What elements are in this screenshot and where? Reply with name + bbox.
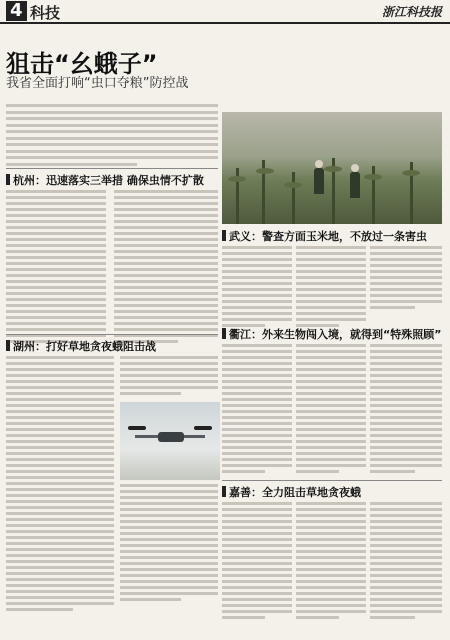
story-jiashan-body-2 (296, 502, 366, 622)
field-photo (222, 112, 442, 224)
section-title: 科技 (30, 4, 61, 22)
story-qujiang-body-3 (370, 344, 442, 476)
story-wuyi-body-2 (296, 246, 366, 330)
story-qujiang-body-2 (296, 344, 366, 476)
story-wuyi-heading: 武义：警查方面玉米地，不放过一条害虫 (222, 228, 427, 244)
lead-paragraph (6, 104, 218, 169)
story-qujiang-body (222, 344, 292, 476)
paper-name: 浙江科技报 (381, 5, 442, 19)
story-hangzhou-body-2 (114, 190, 218, 346)
masthead (0, 0, 450, 24)
story-hangzhou-body (6, 190, 106, 346)
story-jiashan-heading: 嘉善：全力阻击草地贪夜蛾 (222, 484, 361, 500)
story-huzhou-body (6, 356, 114, 614)
story-wuyi-body-3 (370, 246, 442, 312)
story-wuyi-body (222, 246, 292, 330)
story-huzhou-body-2 (120, 356, 218, 398)
drone-photo (120, 402, 220, 480)
page-number: 4 (6, 1, 27, 21)
story-huzhou-heading: 湖州：打好草地贪夜蛾阻击战 (6, 338, 156, 354)
story-jiashan-body-3 (370, 502, 442, 622)
story-qujiang-heading: 衢江：外来生物闯入境，就得到“特殊照顾” (222, 326, 441, 342)
main-headline: 狙击“幺蛾子” (6, 50, 158, 78)
story-hangzhou-heading: 杭州：迅速落实三举措 确保虫情不扩散 (6, 172, 204, 188)
story-huzhou-body-3 (120, 484, 218, 604)
story-jiashan-body (222, 502, 292, 622)
main-subheadline: 我省全面打响“虫口夺粮”防控战 (6, 76, 189, 91)
